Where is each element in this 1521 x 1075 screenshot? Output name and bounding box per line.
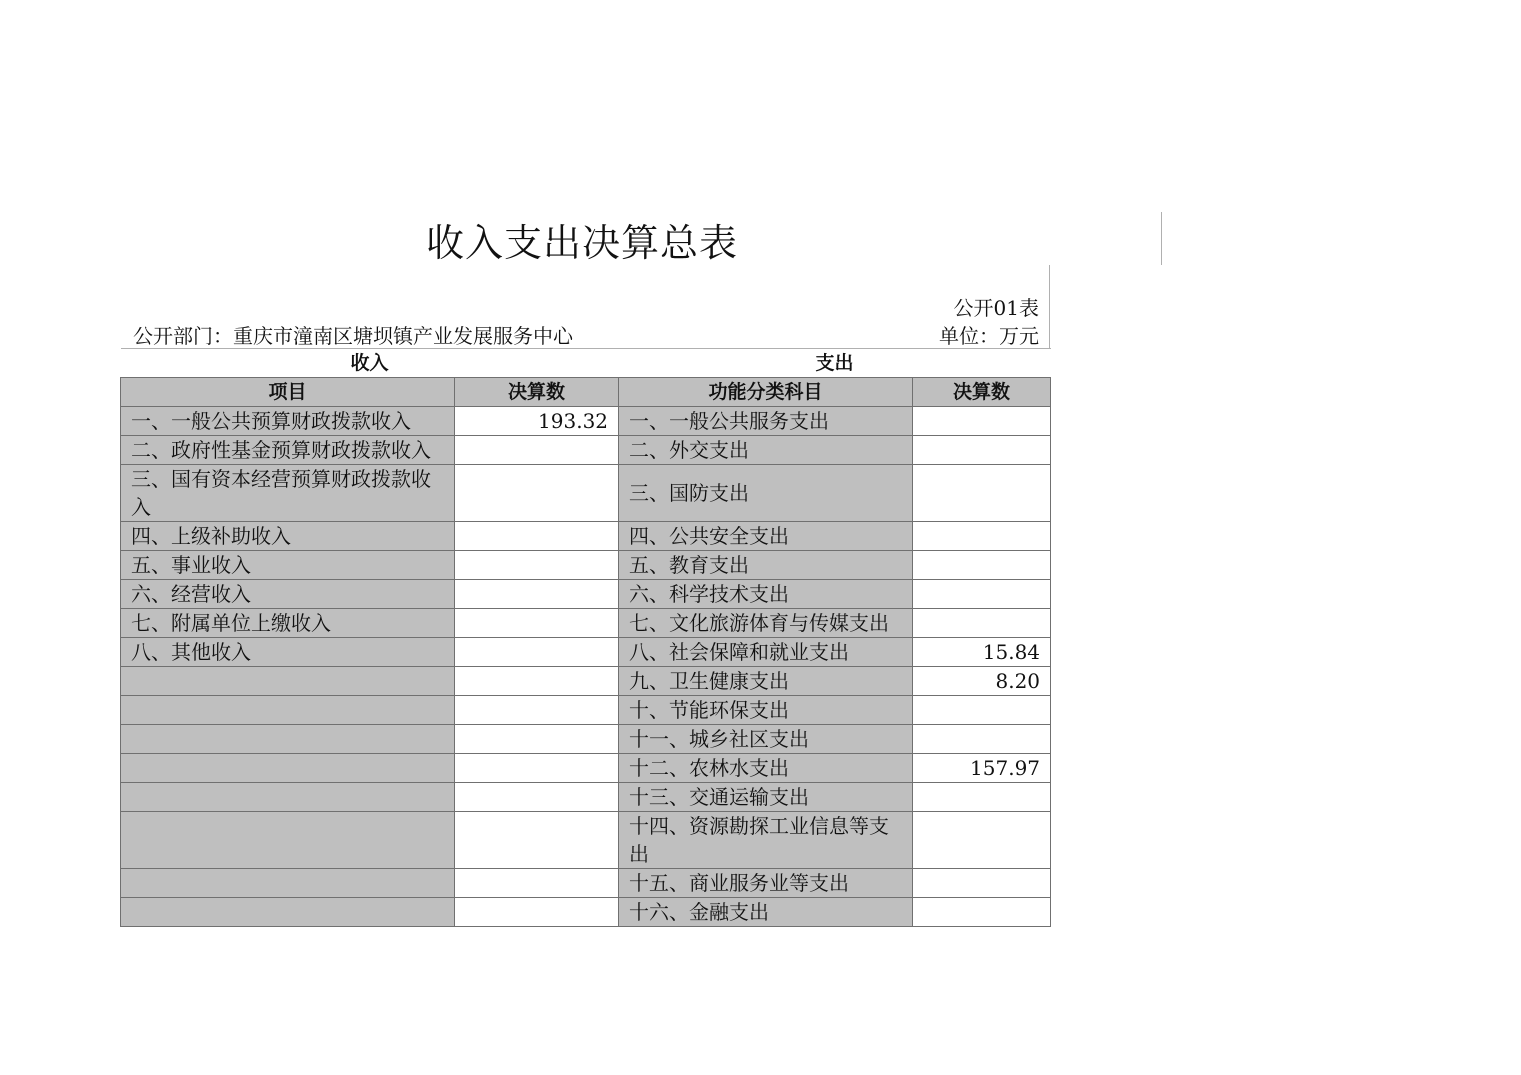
table-row [121, 407, 1051, 436]
table-row [121, 898, 1051, 927]
column-header-row [121, 378, 1051, 407]
section-expense: 支出 [619, 349, 1051, 378]
table-row [121, 754, 1051, 783]
expense-item-cell: 十一、城乡社区支出 [619, 725, 913, 754]
table-row [121, 522, 1051, 551]
expense-amount-cell [913, 783, 1051, 812]
divider-line [1049, 265, 1050, 349]
income-item-cell: 七、附属单位上缴收入 [121, 609, 455, 638]
expense-amount-cell [913, 407, 1051, 436]
table-row [121, 869, 1051, 898]
income-item-cell [121, 696, 455, 725]
expense-amount-cell [913, 522, 1051, 551]
income-amount-cell [455, 696, 619, 725]
expense-item-cell: 十二、农林水支出 [619, 754, 913, 783]
expense-item-cell: 二、外交支出 [619, 436, 913, 465]
expense-item-cell: 八、社会保障和就业支出 [619, 638, 913, 667]
income-item-cell: 一、一般公共预算财政拨款收入 [121, 407, 455, 436]
expense-item-cell: 六、科学技术支出 [619, 580, 913, 609]
table-row [121, 667, 1051, 696]
expense-amount-cell: 15.84 [913, 638, 1051, 667]
income-amount-cell [455, 609, 619, 638]
page-title: 收入支出决算总表 [425, 221, 738, 265]
expense-amount-cell: 8.20 [913, 667, 1051, 696]
header-amount: 决算数 [913, 378, 1051, 407]
expense-amount-cell [913, 812, 1051, 869]
expense-amount-cell [913, 725, 1051, 754]
expense-amount-cell [913, 898, 1051, 927]
table-row [121, 436, 1051, 465]
income-amount-cell: 193.32 [455, 407, 619, 436]
table-row [121, 465, 1051, 522]
expense-item-cell: 九、卫生健康支出 [619, 667, 913, 696]
income-item-cell [121, 725, 455, 754]
expense-item-cell: 十四、资源勘探工业信息等支出 [619, 812, 913, 869]
budget-table [120, 348, 1051, 927]
department-label: 公开部门：重庆市潼南区塘坝镇产业发展服务中心 [133, 324, 573, 348]
header-category: 功能分类科目 [619, 378, 913, 407]
table-row [121, 812, 1051, 869]
expense-item-cell: 十五、商业服务业等支出 [619, 869, 913, 898]
income-item-cell: 二、政府性基金预算财政拨款收入 [121, 436, 455, 465]
table-row [121, 551, 1051, 580]
expense-amount-cell: 157.97 [913, 754, 1051, 783]
header-item: 项目 [121, 378, 455, 407]
income-amount-cell [455, 725, 619, 754]
income-item-cell [121, 754, 455, 783]
income-amount-cell [455, 754, 619, 783]
table-row [121, 638, 1051, 667]
header-amount: 决算数 [455, 378, 619, 407]
table-row [121, 609, 1051, 638]
income-item-cell [121, 869, 455, 898]
income-item-cell: 八、其他收入 [121, 638, 455, 667]
income-item-cell [121, 812, 455, 869]
expense-item-cell: 三、国防支出 [619, 465, 913, 522]
expense-amount-cell [913, 696, 1051, 725]
expense-amount-cell [913, 436, 1051, 465]
expense-item-cell: 十三、交通运输支出 [619, 783, 913, 812]
income-amount-cell [455, 465, 619, 522]
divider-line [1161, 212, 1162, 265]
income-amount-cell [455, 667, 619, 696]
income-amount-cell [455, 812, 619, 869]
income-amount-cell [455, 436, 619, 465]
expense-item-cell: 十、节能环保支出 [619, 696, 913, 725]
income-item-cell [121, 898, 455, 927]
expense-amount-cell [913, 869, 1051, 898]
income-amount-cell [455, 580, 619, 609]
unit-label: 单位：万元 [939, 324, 1039, 348]
table-row [121, 783, 1051, 812]
table-row [121, 725, 1051, 754]
income-amount-cell [455, 551, 619, 580]
income-amount-cell [455, 783, 619, 812]
expense-amount-cell [913, 580, 1051, 609]
expense-amount-cell [913, 609, 1051, 638]
expense-amount-cell [913, 465, 1051, 522]
income-item-cell: 六、经营收入 [121, 580, 455, 609]
income-amount-cell [455, 522, 619, 551]
expense-amount-cell [913, 551, 1051, 580]
section-header-row [121, 349, 1051, 378]
income-item-cell [121, 667, 455, 696]
income-item-cell [121, 783, 455, 812]
table-row [121, 696, 1051, 725]
table-row [121, 580, 1051, 609]
income-item-cell: 三、国有资本经营预算财政拨款收入 [121, 465, 455, 522]
expense-item-cell: 七、文化旅游体育与传媒支出 [619, 609, 913, 638]
expense-item-cell: 十六、金融支出 [619, 898, 913, 927]
income-amount-cell [455, 898, 619, 927]
income-item-cell: 五、事业收入 [121, 551, 455, 580]
income-item-cell: 四、上级补助收入 [121, 522, 455, 551]
section-income: 收入 [121, 349, 619, 378]
form-number: 公开01表 [953, 296, 1039, 320]
income-amount-cell [455, 869, 619, 898]
expense-item-cell: 四、公共安全支出 [619, 522, 913, 551]
expense-item-cell: 五、教育支出 [619, 551, 913, 580]
income-amount-cell [455, 638, 619, 667]
expense-item-cell: 一、一般公共服务支出 [619, 407, 913, 436]
